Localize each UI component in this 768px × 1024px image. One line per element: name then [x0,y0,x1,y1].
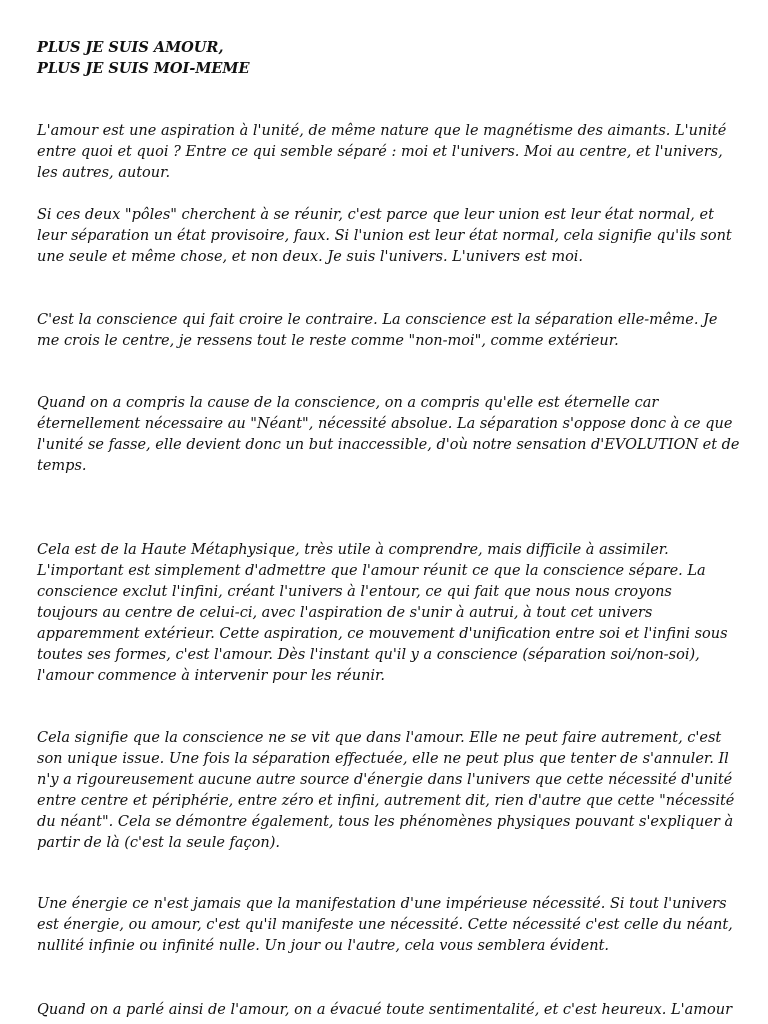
text-line: Quand on a compris la cause de la conscience, on a compris qu'elle est éternelle car [37,395,659,411]
text-line: les autres, autour. [37,165,171,181]
text-line: partir de là (c'est la seule façon). [37,835,280,851]
text-line: entre centre et périphérie, entre zéro et infini, autrement dit, rien d'autre que cette "nécessité [37,793,735,809]
text-line: entre quoi et quoi ? Entre ce qui semble séparé : moi et l'univers. Moi au centre, et l'univers, [37,144,723,160]
text-line: toujours au centre de celui-ci, avec l'aspiration de s'unir à autrui, à tout cet univers [37,605,653,621]
text-line: n'y a rigoureusement aucune autre source d'énergie dans l'univers que cette nécessité d'unité [37,772,733,788]
document-title-line-1: PLUS JE SUIS AMOUR, [37,39,224,56]
text-line: L'amour est une aspiration à l'unité, de même nature que le magnétisme des aimants. L'unité [37,123,727,139]
text-line: C'est la conscience qui fait croire le contraire. La conscience est la séparation elle-même. Je [37,312,718,328]
text-line: l'unité se fasse, elle devient donc un but inaccessible, d'où notre sensation d'EVOLUTION et de [37,437,740,453]
text-line: Cela signifie que la conscience ne se vit que dans l'amour. Elle ne peut faire autrement, c'est [37,730,722,746]
text-line: du néant". Cela se démontre également, tous les phénomènes physiques pouvant s'expliquer à [37,814,734,830]
text-line: Cela est de la Haute Métaphysique, très utile à comprendre, mais difficile à assimiler. [37,542,669,558]
text-line: me crois le centre, je ressens tout le reste comme "non-moi", comme extérieur. [37,333,619,349]
text-line: toutes ses formes, c'est l'amour. Dès l'instant qu'il y a conscience (séparation soi/non-soi), [37,647,700,663]
text-line: L'important est simplement d'admettre que l'amour réunit ce que la conscience sépare. La [37,563,706,579]
text-line: est énergie, ou amour, c'est qu'il manifeste une nécessité. Cette nécessité c'est celle du néant, [37,917,733,933]
document-title-line-2: PLUS JE SUIS MOI-MEME [37,60,250,77]
text-line: Si ces deux "pôles" cherchent à se réunir, c'est parce que leur union est leur état normal, et [37,207,714,223]
text-line: nullité infinie ou infinité nulle. Un jour ou l'autre, cela vous semblera évident. [37,938,610,954]
text-line: éternellement nécessaire au "Néant", nécessité absolue. La séparation s'oppose donc à ce que [37,416,733,432]
text-line: Quand on a parlé ainsi de l'amour, on a évacué toute sentimentalité, et c'est heureux. L'amour [37,1002,733,1018]
text-line: apparemment extérieur. Cette aspiration, ce mouvement d'unification entre soi et l'infini sous [37,626,728,642]
text-line: temps. [37,458,87,474]
text-line: Une énergie ce n'est jamais que la manifestation d'une impérieuse nécessité. Si tout l'univers [37,896,727,912]
text-line: son unique issue. Une fois la séparation effectuée, elle ne peut plus que tenter de s'annuler. Il [37,751,729,767]
text-line: conscience exclut l'infini, créant l'univers à l'entour, ce qui fait que nous nous croyons [37,584,672,600]
text-line: leur séparation un état provisoire, faux. Si l'union est leur état normal, cela signifie qu'ils sont [37,228,732,244]
text-line: une seule et même chose, et non deux. Je suis l'univers. L'univers est moi. [37,249,584,265]
text-line: l'amour commence à intervenir pour les réunir. [37,668,385,684]
